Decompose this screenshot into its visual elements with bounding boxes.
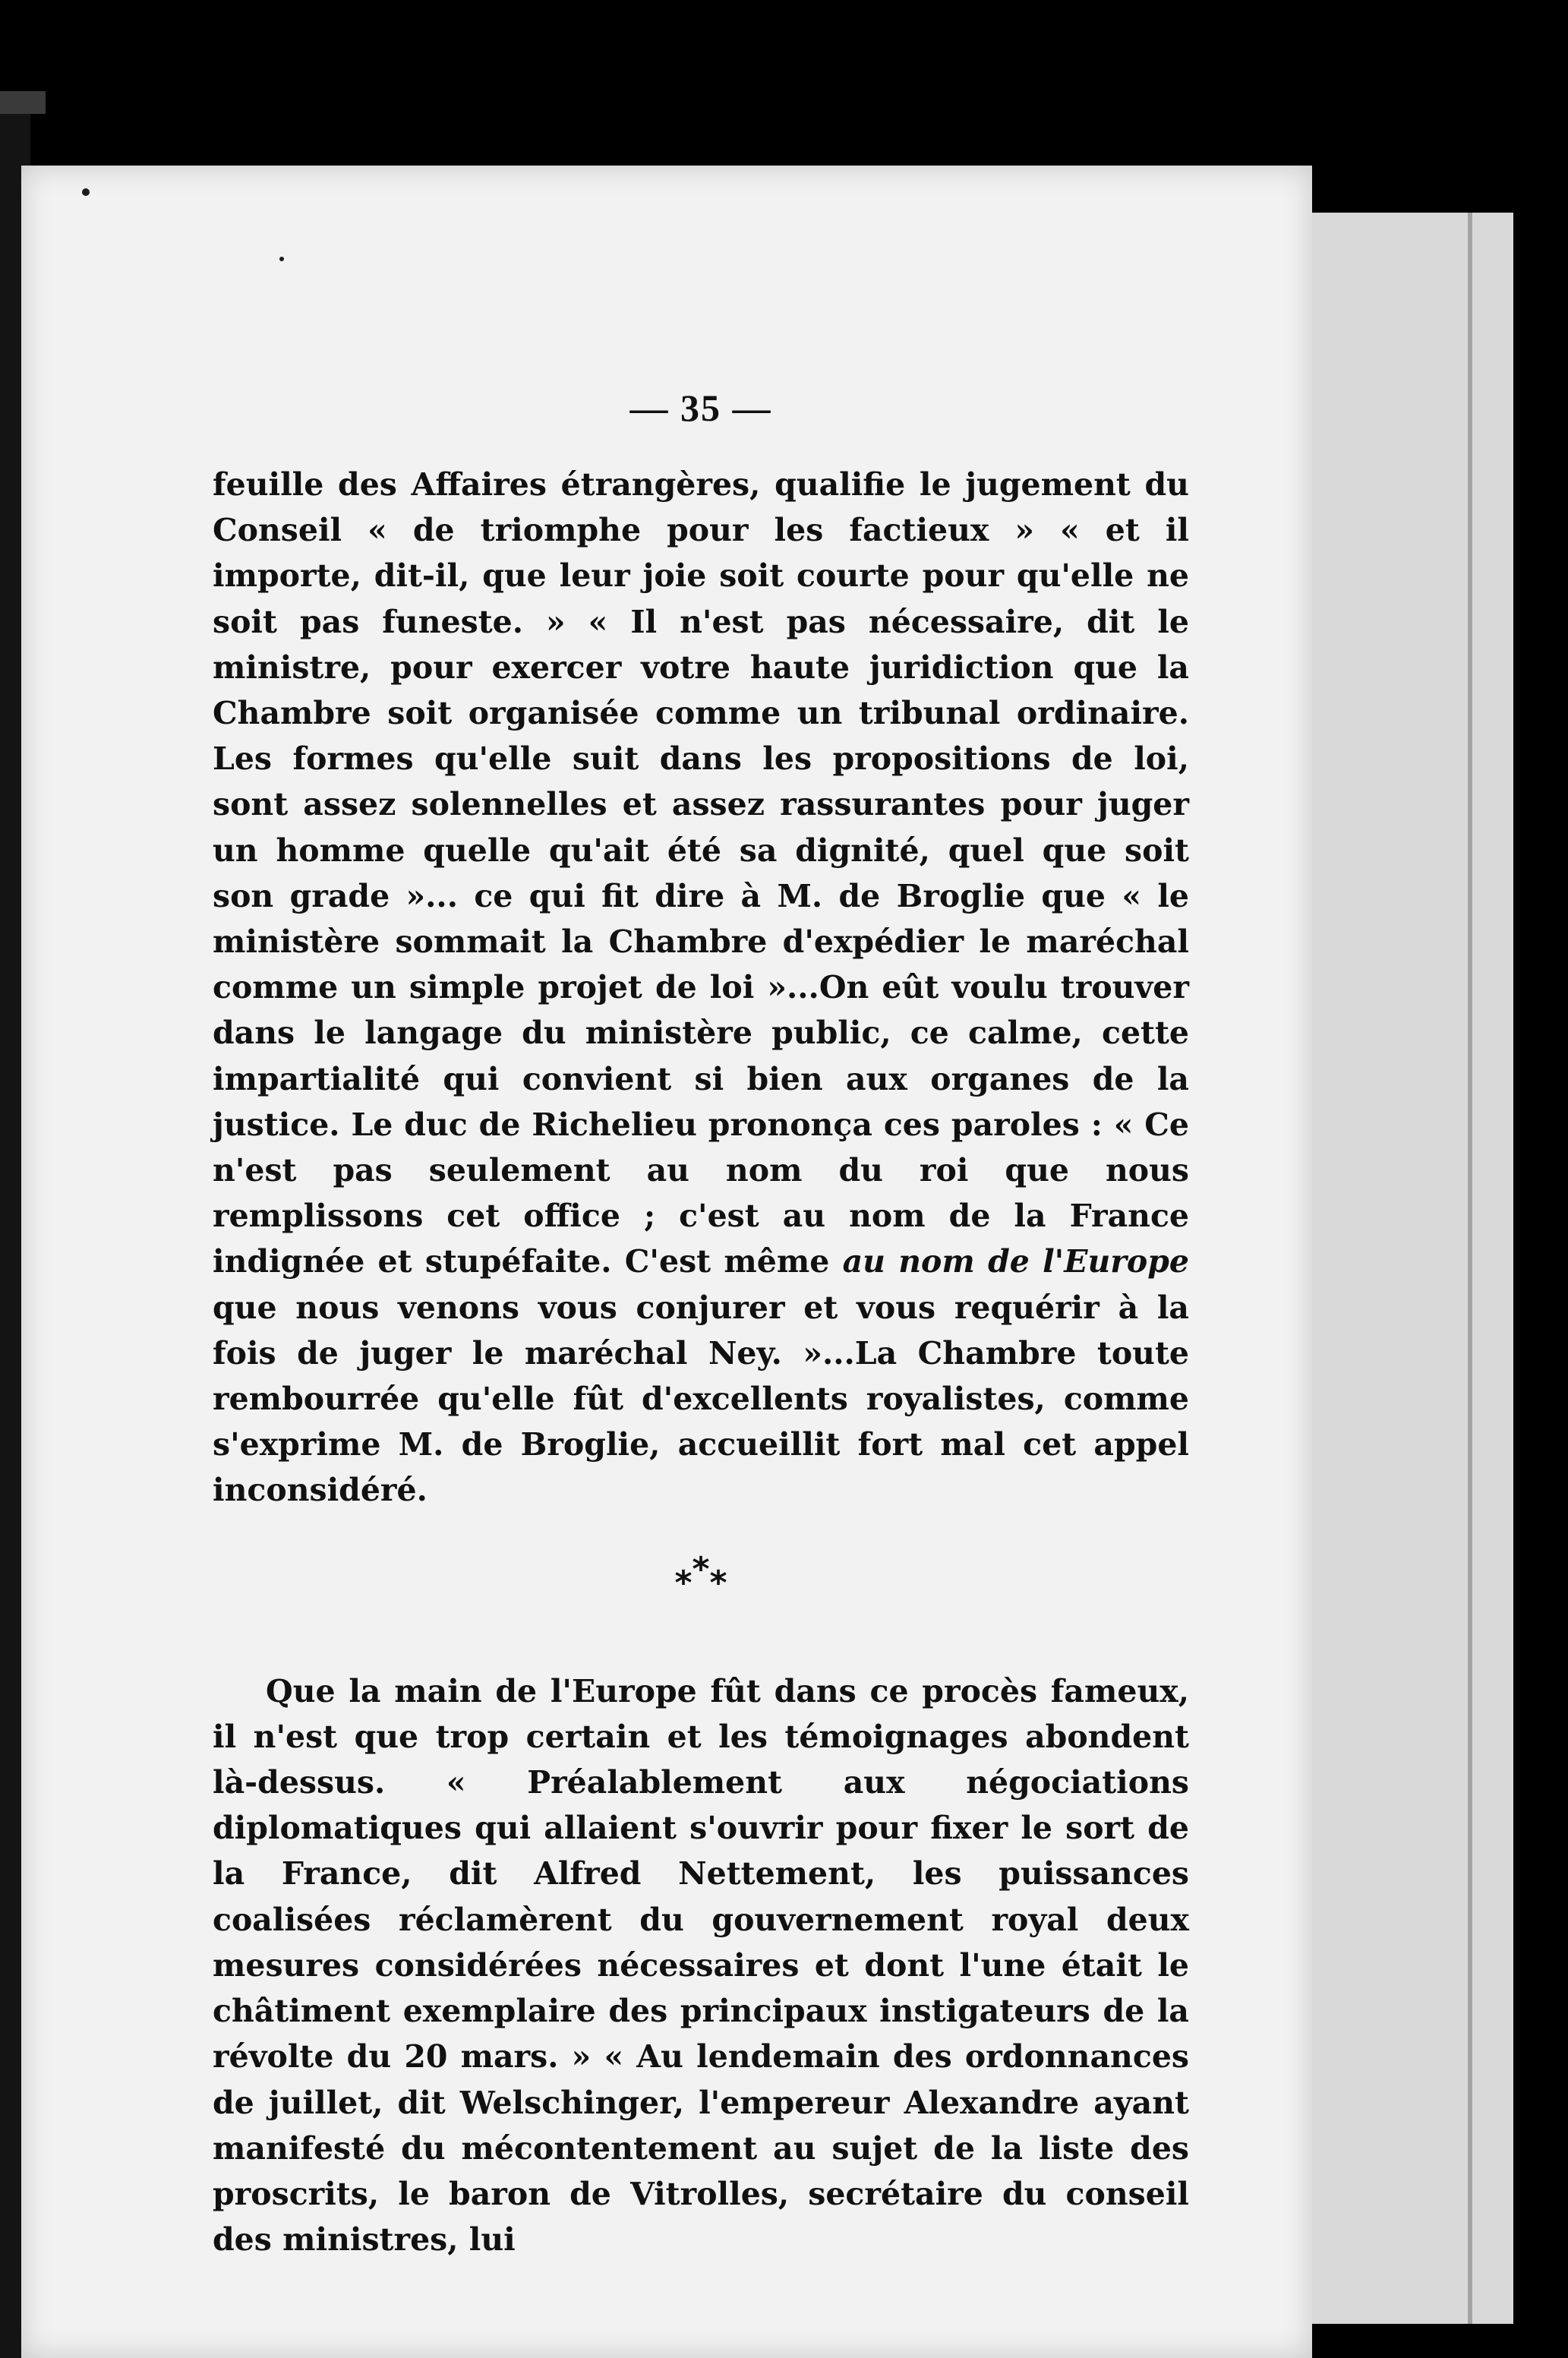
book-page: [21, 166, 1312, 2358]
paragraph-text: feuille des Affaires étrangères, qualifie le jugement du Conseil « de triomphe pour les factieux » « et il importe, dit-il, que leur joie soit courte pour qu'elle ne soit pas funeste. » « Il n'est pas nécessaire, dit le ministre, pour exercer votre haute juridiction que la Chambre soit organisée comme un tribunal ordinaire. Les formes qu'elle suit dans les propositions de loi, sont assez solennelles et assez rassurantes pour juger un homme quelle qu'ait été sa dignité, quel que soit son grade »... ce qui fit dire à M. de Broglie que « le ministère sommait la Chambre d'expédier le maréchal comme un simple projet de loi »...On eût voulu trouver dans le langage du ministère public, ce calme, cette impartialité qui convient si bien aux organes de la justice. Le duc de Richelieu prononça ces paroles : « Ce n'est pas seulement au nom du roi que nous remplissons cet office ; c'est au nom de la France indignée et stupéfaite. C'est même: [213, 466, 1189, 1280]
section-separator: [213, 1549, 1189, 1602]
asterism-star: *: [674, 1563, 693, 1602]
asterism-star: *: [692, 1549, 710, 1589]
page-number: — 35 —: [629, 387, 772, 429]
body-paragraph: Que la main de l'Europe fût dans ce procès fameux, il n'est que trop certain et les témoignages abondent là-dessus. « Préalablement aux négociations diplomatiques qui allaient s'ouvrir pour fixer le sort de la France, dit Alfred Nettement, les puissances coalisées réclamèrent du gouvernement royal deux mesures considérées nécessaires et dont l'une était le châtiment exemplaire des principaux instigateurs de la révolte du 20 mars. » « Au lendemain des ordonnances de juillet, dit Welschinger, l'empereur Alexandre ayant manifesté du mécontentement au sujet de la liste des proscrits, le baron de Vitrolles, secrétaire du conseil des ministres, lui: [213, 1672, 1189, 2259]
body-paragraph: [213, 462, 1189, 1514]
asterism-star: *: [709, 1563, 727, 1602]
underlying-page-edge: [1283, 213, 1513, 2324]
page-content: [213, 386, 1189, 2262]
emphasized-phrase: au nom de l'Europe: [842, 1243, 1189, 1280]
scan-speck: [279, 257, 284, 261]
scan-speck: [82, 188, 90, 196]
scan-frame-marker: [0, 91, 46, 114]
paragraph-text: que nous venons vous conjurer et vous requérir à la fois de juger le maréchal Ney. »...La Chambre toute rembourrée qu'elle fût d'excellents royalistes, comme s'exprime M. de Broglie, accueillit fort mal cet appel inconsidéré.: [213, 1289, 1189, 1509]
